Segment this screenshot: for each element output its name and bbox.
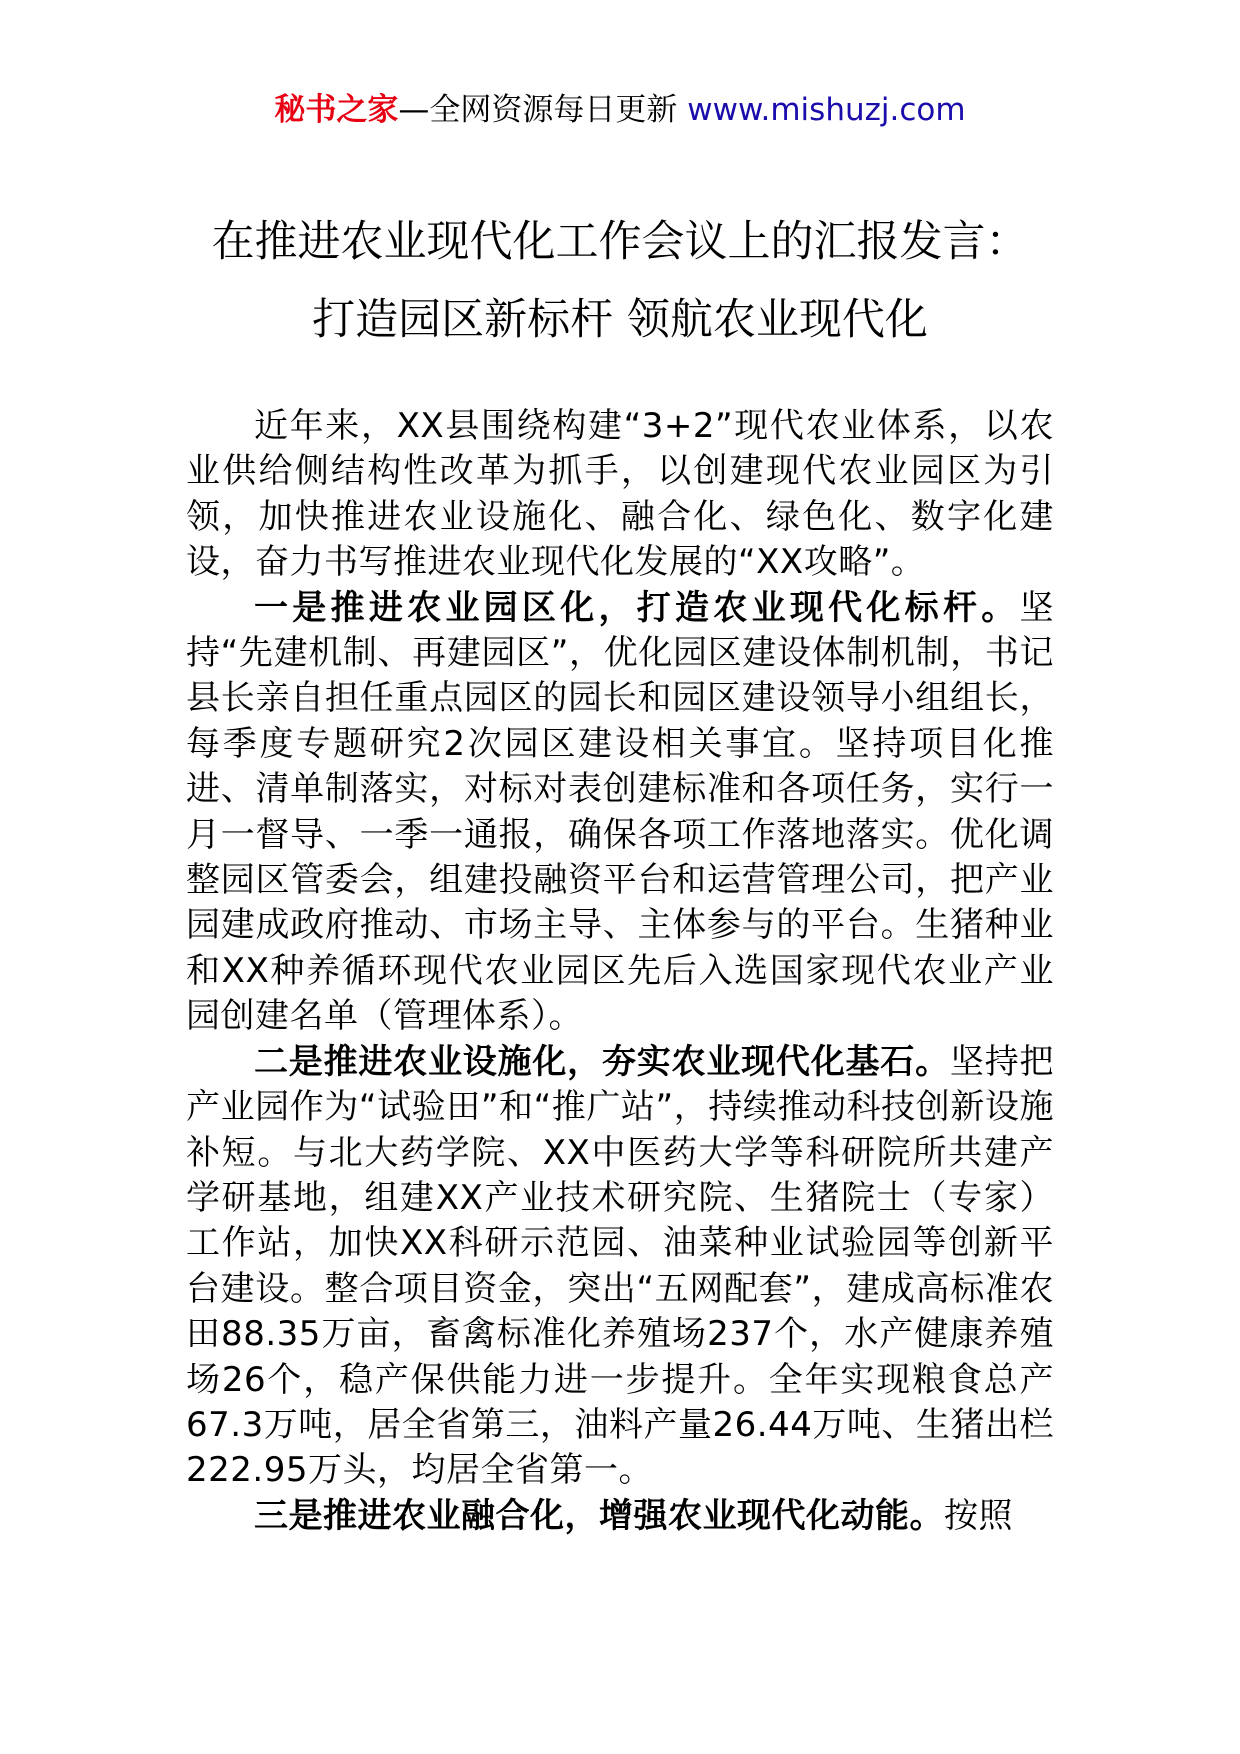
site-header [0, 88, 1240, 132]
paragraph-text: 坚持“先建机制、再建园区”，优化园区建设体制机制，书记县长亲自担任重点园区的园长和园区建设领导小组组长，每季度专题研究2次园区建设相关事宜。坚持项目化推进、清单制落实，对标对表创建标准和各项任务，实行一月一督导、一季一通报，确保各项工作落地落实。优化调整园区管委会，组建投融资平台和运营管理公司，把产业园建成政府推动、市场主导、主体参与的平台。生猪种业和XX种养循环现代农业园区先后入选国家现代农业产业园创建名单（管理体系）。 [186, 587, 1054, 1037]
site-tagline: —全网资源每日更新 [398, 92, 688, 128]
paragraph-lead: 二是推进农业设施化，夯实农业现代化基石。 [254, 1041, 950, 1082]
paragraph-text: 近年来，XX县围绕构建“3+2”现代农业体系，以农业供给侧结构性改革为抓手，以创建现代农业园区为引领，加快推进农业设施化、融合化、绿色化、数字化建设，奋力书写推进农业现代化发展的“XX攻略”。 [186, 406, 1054, 583]
paragraph-point-2 [186, 1040, 1054, 1494]
paragraph-point-3 [186, 1494, 1054, 1539]
document-title-line-1: 在推进农业现代化工作会议上的汇报发言： [211, 217, 1029, 267]
brand-name: 秘书之家 [274, 92, 399, 128]
paragraph-text: 坚持把产业园作为“试验田”和“推广站”，持续推动科技创新设施补短。与北大药学院、XX中医药大学等科研院所共建产学研基地，组建XX产业技术研究院、生猪院士（专家）工作站，加快XX科研示范园、油菜种业试验园等创新平台建设。整合项目资金，突出“五网配套”，建成高标准农田88.35万亩，畜禽标准化养殖场237个，水产健康养殖场26个，稳产保供能力进一步提升。全年实现粮食总产67.3万吨，居全省第三，油料产量26.44万吨、生猪出栏222.95万头，均居全省第一。 [186, 1041, 1055, 1491]
paragraph-text: 按照 [944, 1495, 1013, 1536]
paragraph-point-1 [186, 586, 1054, 1040]
document-body [186, 404, 1054, 1539]
paragraph-lead: 一是推进农业园区化，打造农业现代化标杆。 [254, 587, 1020, 628]
paragraph-lead: 三是推进农业融合化，增强农业现代化动能。 [254, 1495, 944, 1536]
document-title-line-2: 打造园区新标杆 领航农业现代化 [312, 295, 928, 345]
site-url[interactable]: www.mishuzj.com [687, 92, 966, 128]
paragraph-intro [186, 404, 1054, 586]
